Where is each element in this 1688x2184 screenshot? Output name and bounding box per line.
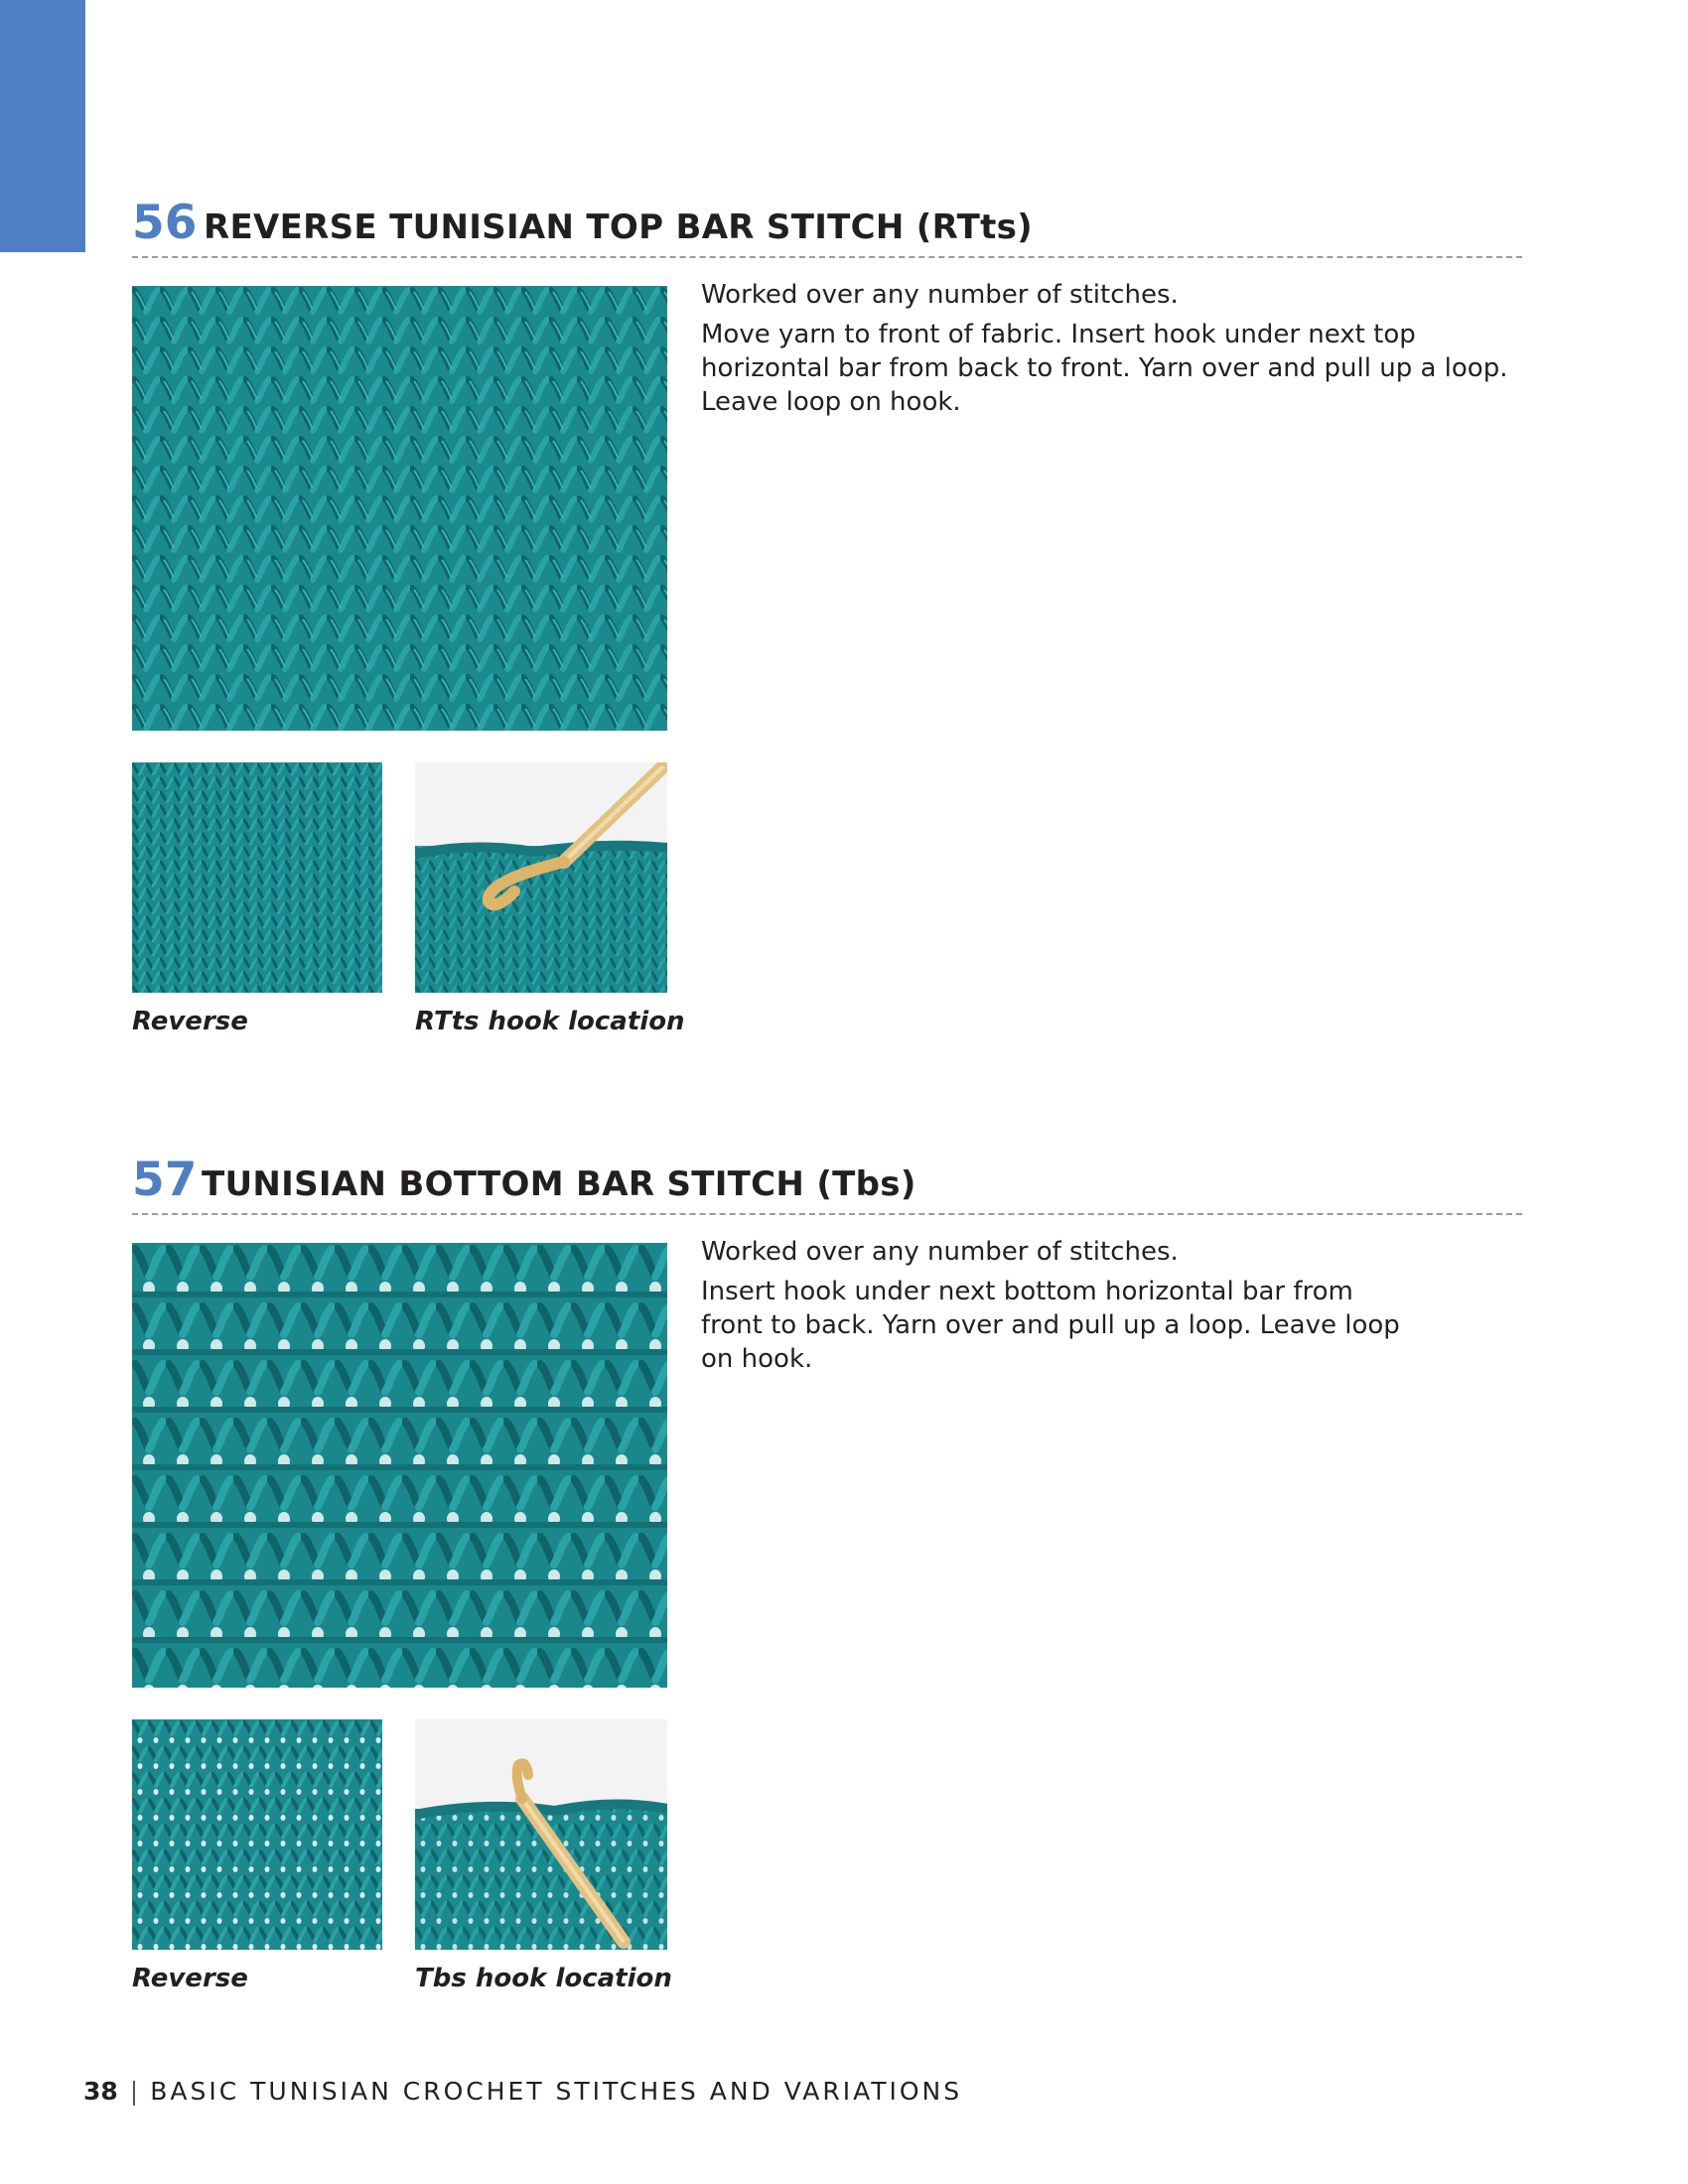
side-color-tab bbox=[0, 0, 85, 252]
dashed-divider bbox=[132, 1213, 1522, 1215]
stitch-description bbox=[701, 1235, 1416, 1382]
description-line: Worked over any number of stitches. bbox=[701, 280, 1179, 310]
stitch-swatch-photo bbox=[132, 286, 667, 731]
reverse-side-photo bbox=[132, 1719, 382, 1950]
section-header bbox=[132, 195, 1522, 254]
stitch-description bbox=[701, 278, 1515, 425]
stitch-title: REVERSE TUNISIAN TOP BAR STITCH (RTts) bbox=[204, 207, 1034, 247]
stitch-number: 57 bbox=[132, 1153, 198, 1207]
photo-caption-reverse: Reverse bbox=[132, 1964, 248, 1993]
reverse-side-photo bbox=[132, 762, 382, 993]
stitch-section-57 bbox=[132, 1152, 1522, 1995]
description-instructions: Move yarn to front of fabric. Insert hook under next top horizontal bar from back to front. Yarn over and pull up a loop. Leave loop on hook. bbox=[701, 320, 1508, 417]
stitch-section-56 bbox=[132, 195, 1522, 1038]
dashed-divider bbox=[132, 256, 1522, 258]
section-header bbox=[132, 1152, 1522, 1211]
hook-location-photo bbox=[415, 1719, 667, 1950]
hook-location-photo bbox=[415, 762, 667, 993]
stitch-number: 56 bbox=[132, 196, 198, 250]
chapter-title: BASIC TUNISIAN CROCHET STITCHES AND VARIATIONS bbox=[150, 2077, 963, 2106]
stitch-title: TUNISIAN BOTTOM BAR STITCH (Tbs) bbox=[202, 1164, 916, 1204]
photo-caption-hook-location: Tbs hook location bbox=[415, 1964, 672, 1993]
page-footer bbox=[83, 2075, 962, 2109]
photo-caption-hook-location: RTts hook location bbox=[415, 1007, 685, 1036]
photo-caption-reverse: Reverse bbox=[132, 1007, 248, 1036]
footer-separator: | bbox=[129, 2077, 139, 2106]
description-instructions: Insert hook under next bottom horizontal bar from front to back. Yarn over and pull up a loop. Leave loop on hook. bbox=[701, 1277, 1400, 1374]
stitch-swatch-photo bbox=[132, 1243, 667, 1688]
description-line: Worked over any number of stitches. bbox=[701, 1237, 1179, 1267]
page-number: 38 bbox=[83, 2077, 118, 2106]
